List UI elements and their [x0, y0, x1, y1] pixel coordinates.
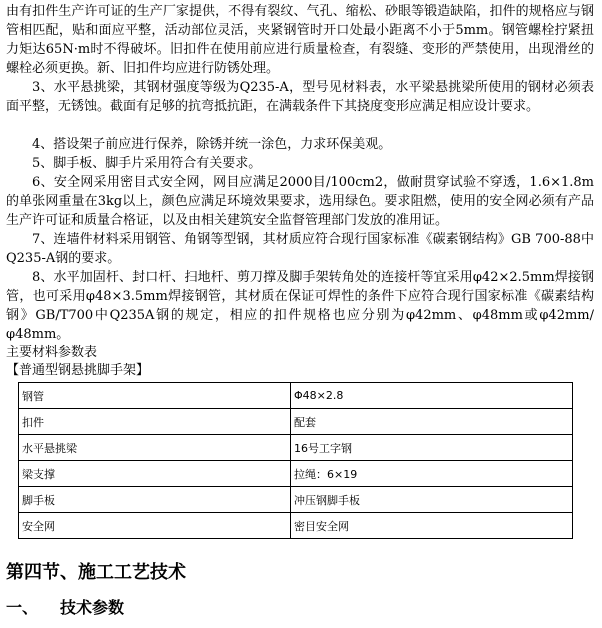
table-row [19, 383, 573, 409]
table-cell-name: 水平悬挑梁 [19, 435, 291, 461]
paragraph-reinforcing-bar: 8、水平加固杆、封口杆、扫地杆、剪刀撑及脚手架转角处的连接杆等宜采用φ42×2.5mm焊接钢管，也可采用φ48×3.5mm焊接钢管，其材质在保证可焊性的条件下应符合现行国家标准《碳素结构钢》GB/T700中Q235A钢的规定，相应的扣件规格也应分别为φ42mm、φ48mm或φ42mm/φ48mm。 [6, 270, 594, 342]
table-row [19, 435, 573, 461]
paragraph-safety-net: 6、安全网采用密目式安全网，网目应满足2000目/100cm2，做耐贯穿试验不穿透，1.6×1.8m的单张网重量在3kg以上，颜色应满足环境效果要求，选用绿色。要求阻燃，使用的安全网必须有产品生产许可证和质量合格证，以及由相关建筑安全监督管理部门发放的准用证。 [6, 175, 594, 228]
table-cell-name: 梁支撑 [19, 461, 291, 487]
table-subtitle: 【普通型钢悬挑脚手架】 [6, 363, 150, 378]
material-params-table [18, 382, 573, 539]
table-cell-value: 冲压钢脚手板 [291, 487, 573, 513]
table-row [19, 487, 573, 513]
paragraph-cantilever-beam: 3、水平悬挑梁，其钢材强度等级为Q235-A，型号见材料表，水平梁悬挑梁所使用的钢材必须表面平整，无锈蚀。截面有足够的抗弯抵抗距，在满载条件下其挠度变形应满足相应设计要求。 [6, 80, 594, 114]
table-cell-value: 拉绳：6×19 [291, 461, 573, 487]
table-cell-value: 密目安全网 [291, 513, 573, 539]
table-row [19, 461, 573, 487]
paragraph-fastener: 由有扣件生产许可证的生产厂家提供，不得有裂纹、气孔、缩松、砂眼等锻造缺陷，扣件的规格应与钢管相匹配，贴和面应平整，活动部位灵活，夹紧钢管时开口处最小距离不小于5mm。钢管螺栓拧紧扭力矩达65N·m时不得破坏。旧扣件在使用前应进行质量检查，有裂缝、变形的严禁使用，出现滑丝的螺栓必须更换。新、旧扣件均应进行防锈处理。 [6, 4, 594, 76]
table-cell-value: 16号工字钢 [291, 435, 573, 461]
paragraph-scaffold-board: 5、脚手板、脚手片采用符合有关要求。 [32, 156, 262, 171]
subsection-number: 一、 [6, 598, 39, 617]
table-cell-value: Φ48×2.8 [291, 383, 573, 409]
table-cell-name: 脚手板 [19, 487, 291, 513]
paragraph-maintenance: 4、搭设架子前应进行保养，除锈并统一涂色，力求环保美观。 [32, 137, 392, 152]
paragraph-wall-tie: 7、连墙件材料采用钢管、角钢等型钢，其材质应符合现行国家标准《碳素钢结构》GB 700-88中Q235-A钢的要求。 [6, 232, 594, 266]
table-cell-value: 配套 [291, 409, 573, 435]
table-cell-name: 扣件 [19, 409, 291, 435]
section-heading: 第四节、施工工艺技术 [6, 562, 186, 583]
subsection-heading [6, 597, 124, 619]
subsection-title: 技术参数 [60, 598, 125, 617]
table-cell-name: 安全网 [19, 513, 291, 539]
table-row [19, 409, 573, 435]
table-row [19, 513, 573, 539]
table-cell-name: 钢管 [19, 383, 291, 409]
table-title: 主要材料参数表 [6, 345, 98, 360]
